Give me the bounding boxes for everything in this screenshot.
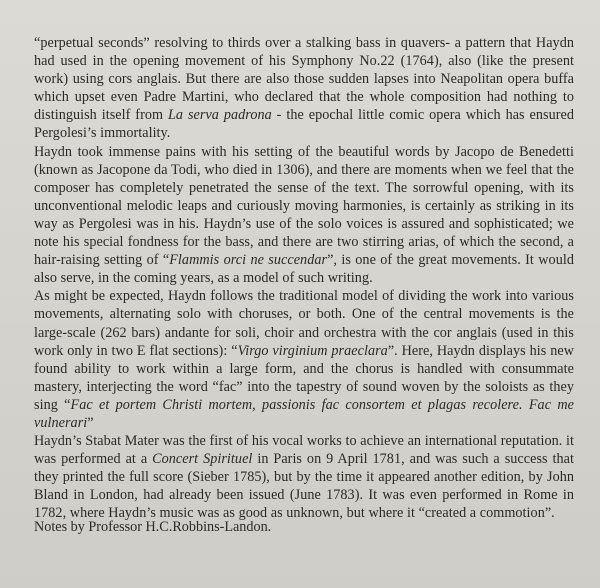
text-segment: As might be expected, Haydn follows the traditional model of dividing the work into various movements, alternating solo with choruses, or both. One of the central movements is the large-scale (262 bars) andante for soli, choir and orchestra with the cor anglais (used in this work only in two E flat sections): “: [34, 288, 574, 359]
text-segment: ”, is one of the great movements. It would also serve, in the coming years, as a model of such writing.: [34, 252, 574, 287]
italic-title: Concert Spirituel: [152, 451, 253, 468]
italic-title: Flammis orci ne succendar: [169, 252, 328, 269]
text-segment: Haydn’s Stabat Mater was the first of his vocal works to achieve an international reputation. it was performed at a: [34, 433, 574, 468]
author-credit: Notes by Professor H.C.Robbins-Landon.: [34, 519, 272, 535]
italic-title: Virgo virginium praeclara: [237, 342, 388, 359]
paragraph: [34, 432, 574, 522]
text-segment: ”: [87, 414, 94, 431]
text-segment: “perpetual seconds” resolving to thirds over a stalking bass in quavers- a pattern that Haydn had used in the opening movement of his Symphony No.22 (1764), also (like the present work) using cors anglais. But there are also those sudden lapses into Neapolitan opera buffa which upset even Padre Martini, who declared that the whole composition had nothing to distinguish itself from: [34, 35, 574, 124]
liner-notes-body: [34, 34, 574, 523]
paragraph: [34, 34, 574, 143]
italic-title: Fac et portem Christi mortem, passionis fac consortem et plagas recolere. Fac me vulnerari: [34, 396, 574, 431]
paragraph: [34, 143, 574, 288]
text-segment: - the epochal little comic opera which has ensured Pergolesi’s immortality.: [34, 107, 575, 142]
italic-title: La serva padrona: [167, 107, 272, 124]
text-segment: in Paris on 9 April 1781, and was such a success that they printed the full score (Sieber 1785), but by the time it appeared another edition, by John Bland in London, had already been issued (June 1783). It was even performed in Rome in 1782, where Haydn’s music was as good as unknown, but where it “created a commotion”.: [34, 451, 574, 522]
text-segment: Haydn took immense pains with his setting of the beautiful words by Jacopo de Benedetti (known as Jacopone da Todi, who died in 1306), and there are moments when we feel that the composer has completely penetrated the sense of the text. The sorrowful opening, with its unconventional melodic leaps and curiously moving harmonies, is certainly as striking in its way as Pergolesi was in his. Haydn’s use of the solo voices is assured and sophisticated; we note his special fondness for the bass, and there are two stirring arias, of which the second, a hair-raising setting of “: [34, 143, 574, 269]
paragraph: [34, 287, 574, 432]
text-segment: ”. Here, Haydn displays his new found ability to work within a large form, and the chorus is handled with consummate mastery, interjecting the word “fac” into the tapestry of sound woven by the soloists as they sing “: [34, 342, 574, 413]
